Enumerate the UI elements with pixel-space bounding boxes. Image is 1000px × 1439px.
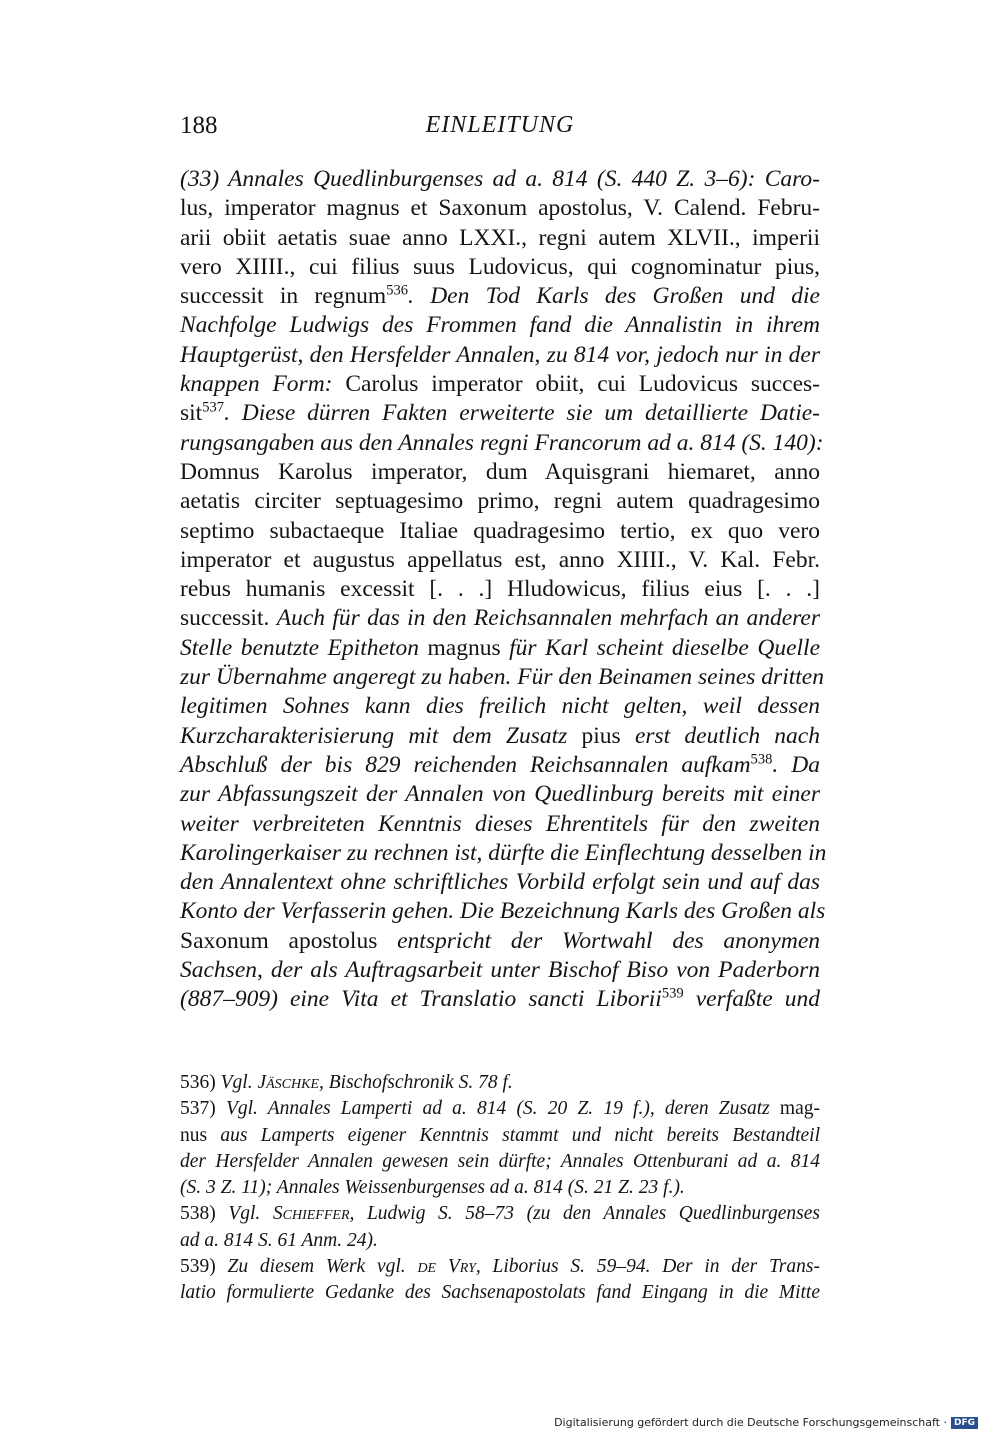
text-line	[180, 839, 827, 868]
text-line	[180, 546, 820, 575]
footnote-number: 538)	[180, 1203, 229, 1225]
text-line	[180, 634, 820, 663]
text-span: Auch für das in den Reichsannalen mehrfach an anderer	[276, 605, 821, 632]
text-line	[180, 780, 820, 809]
text-span: aetatis circiter septuagesimo primo, regni autem quadragesimo	[180, 488, 820, 515]
footnote-537	[180, 1096, 820, 1122]
text-span: Vgl.	[220, 1072, 258, 1093]
text-line	[180, 458, 820, 487]
text-span: Stelle benutzte Epitheton	[180, 634, 419, 661]
text-span: Zu diesem Werk vgl.	[227, 1256, 418, 1278]
text-span: . Diese dürren Fakten erweiterte sie um detaillierte Datie-	[224, 400, 820, 427]
text-line	[180, 956, 820, 985]
text-span: . Da	[772, 751, 820, 778]
footnote-ref-539: 539	[661, 985, 684, 1002]
text-span: (33) Annales Quedlinburgenses ad a. 814 (S. 440 Z. 3–6): Caro-	[180, 166, 820, 192]
text-span: imperator et augustus appellatus est, anno XIIII., V. Kal. Febr.	[180, 546, 820, 573]
text-span: sit	[180, 400, 203, 427]
digitization-footer	[554, 1416, 978, 1429]
author-name: de Vry	[417, 1256, 476, 1278]
text-line	[180, 1149, 820, 1175]
text-line	[180, 224, 820, 253]
text-line	[180, 575, 820, 604]
footnote-number: 537)	[180, 1098, 226, 1120]
text-line	[180, 1123, 820, 1149]
text-span: Carolus imperator obiit, cui Ludovicus succes-	[345, 371, 820, 398]
text-span: lus, imperator magnus et Saxonum apostolus, V. Calend. Febru-	[180, 195, 820, 222]
text-line	[180, 429, 824, 458]
author-name: Jäschke	[257, 1072, 320, 1093]
text-span: Hauptgerüst, den Hersfelder Annalen, zu 814 vor, jedoch nur in der	[180, 341, 820, 368]
text-span: zur Abfassungszeit der Annalen von Quedlinburg bereits mit einer	[180, 781, 820, 808]
text-span: rebus humanis excessit [. . .] Hludowicus, filius eius [. . .]	[180, 576, 820, 603]
footnote-536	[180, 1070, 820, 1096]
text-span: aus Lamperts eigener Kenntnis stammt und nicht bereits Bestandteil	[207, 1124, 820, 1146]
text-span: Vgl. Annales Lamperti ad a. 814 (S. 20 Z. 19 f.), deren Zusatz	[225, 1098, 770, 1120]
text-line	[180, 487, 820, 516]
text-span: mag-	[769, 1098, 820, 1120]
text-line	[180, 751, 820, 780]
text-line	[180, 1175, 820, 1201]
text-span: septimo subactaeque Italiae quadragesimo tertio, ex quo vero	[180, 517, 820, 544]
text-span: vero XIIII., cui filius suus Ludovicus, qui cognominatur pius,	[180, 253, 820, 280]
text-line	[180, 165, 820, 194]
text-line	[180, 722, 820, 751]
text-span: Saxonum apostolus	[180, 927, 378, 954]
footnote-number: 539)	[180, 1256, 228, 1278]
text-line	[180, 1280, 820, 1306]
text-span: (887–909) eine Vita et Translatio sancti Liborii	[180, 986, 662, 1013]
text-span: für Karl scheint dieselbe Quelle	[509, 634, 821, 661]
main-text	[180, 165, 827, 1015]
text-span: legitimen Sohnes kann dies freilich nicht gelten, weil dessen	[180, 693, 820, 720]
text-span: zur Übernahme angeregt zu haben. Für den Beinamen seines dritten	[180, 664, 824, 691]
text-span: latio formulierte Gedanke des Sachsenapostolats fand Eingang in die Mitte	[180, 1282, 820, 1304]
text-span: ad a. 814 S. 61 Anm. 24).	[180, 1229, 378, 1251]
running-title: EINLEITUNG	[425, 112, 575, 138]
footnote-538	[180, 1201, 820, 1227]
text-line	[180, 1228, 820, 1254]
footnote-ref-537: 537	[202, 399, 225, 416]
text-span: pius	[581, 722, 621, 749]
text-span: entspricht der Wortwahl des anonymen	[397, 927, 820, 954]
text-span: magnus	[427, 634, 501, 661]
text-span: , Ludwig S. 58–73 (zu den Annales Quedlinburgenses	[349, 1203, 820, 1225]
text-line	[180, 868, 820, 897]
text-line	[180, 810, 820, 839]
text-span: , Bischofschronik S. 78 f.	[319, 1072, 513, 1093]
text-line	[180, 341, 820, 370]
text-span: Abschluß der bis 829 reichenden Reichsannalen aufkam	[180, 751, 751, 778]
text-line	[180, 663, 824, 692]
text-span: knappen Form:	[180, 371, 333, 398]
text-span: weiter verbreiteten Kenntnis dieses Ehrentitels für den zweiten	[180, 810, 820, 837]
text-span: Konto der Verfasserin gehen. Die Bezeichnung Karls des Großen als	[180, 898, 826, 925]
text-line	[180, 692, 820, 721]
text-span: Nachfolge Ludwigs des Frommen fand die Annalistin in ihrem	[180, 312, 820, 339]
text-span: arii obiit aetatis suae anno LXXI., regni autem XLVII., imperii	[180, 224, 820, 251]
text-span: , Liborius S. 59–94. Der in der Trans-	[475, 1256, 820, 1278]
text-span: erst deutlich nach	[634, 722, 820, 749]
text-span: nus	[180, 1124, 208, 1146]
text-span: successit.	[180, 605, 270, 632]
text-span: den Annalentext ohne schriftliches Vorbild erfolgt sein und auf das	[180, 869, 820, 896]
text-span: Kurzcharakterisierung mit dem Zusatz	[180, 722, 568, 749]
dfg-logo: DFG	[951, 1417, 978, 1429]
text-span: der Hersfelder Annalen gewesen sein dürfte; Annales Ottenburani ad a. 814	[180, 1150, 820, 1172]
text-span: . Den Tod Karls des Großen und die	[408, 283, 820, 310]
text-line	[180, 194, 820, 223]
text-line	[180, 985, 820, 1014]
footnote-ref-536: 536	[386, 282, 409, 299]
text-span: rungsangaben aus den Annales regni Francorum ad a. 814 (S. 140):	[180, 429, 824, 456]
text-line	[180, 927, 820, 956]
text-span: Vgl.	[228, 1203, 273, 1225]
footnote-539	[180, 1254, 820, 1280]
text-line	[180, 604, 820, 633]
footnotes	[180, 1070, 820, 1307]
text-span: Karolingerkaiser zu rechnen ist, dürfte die Einflechtung desselben in	[180, 839, 827, 866]
text-line	[180, 253, 820, 282]
text-span: successit in regnum	[180, 283, 387, 310]
text-line	[180, 370, 820, 399]
text-line	[180, 282, 820, 311]
text-line	[180, 517, 820, 546]
text-span: (S. 3 Z. 11); Annales Weissenburgenses ad a. 814 (S. 21 Z. 23 f.).	[180, 1177, 685, 1199]
text-line	[180, 311, 820, 340]
page-number: 188	[180, 112, 218, 139]
author-name: Schieffer	[272, 1203, 350, 1225]
text-span: Domnus Karolus imperator, dum Aquisgrani hiemaret, anno	[180, 458, 820, 485]
text-line	[180, 897, 826, 926]
text-span: Sachsen, der als Auftragsarbeit unter Bischof Biso von Paderborn	[180, 957, 820, 984]
text-span: verfaßte und	[695, 986, 821, 1013]
footnote-number: 536)	[180, 1072, 221, 1093]
text-line	[180, 399, 820, 428]
footer-text: Digitalisierung gefördert durch die Deutsche Forschungsgemeinschaft ·	[554, 1416, 947, 1429]
footnote-ref-538: 538	[750, 751, 773, 768]
